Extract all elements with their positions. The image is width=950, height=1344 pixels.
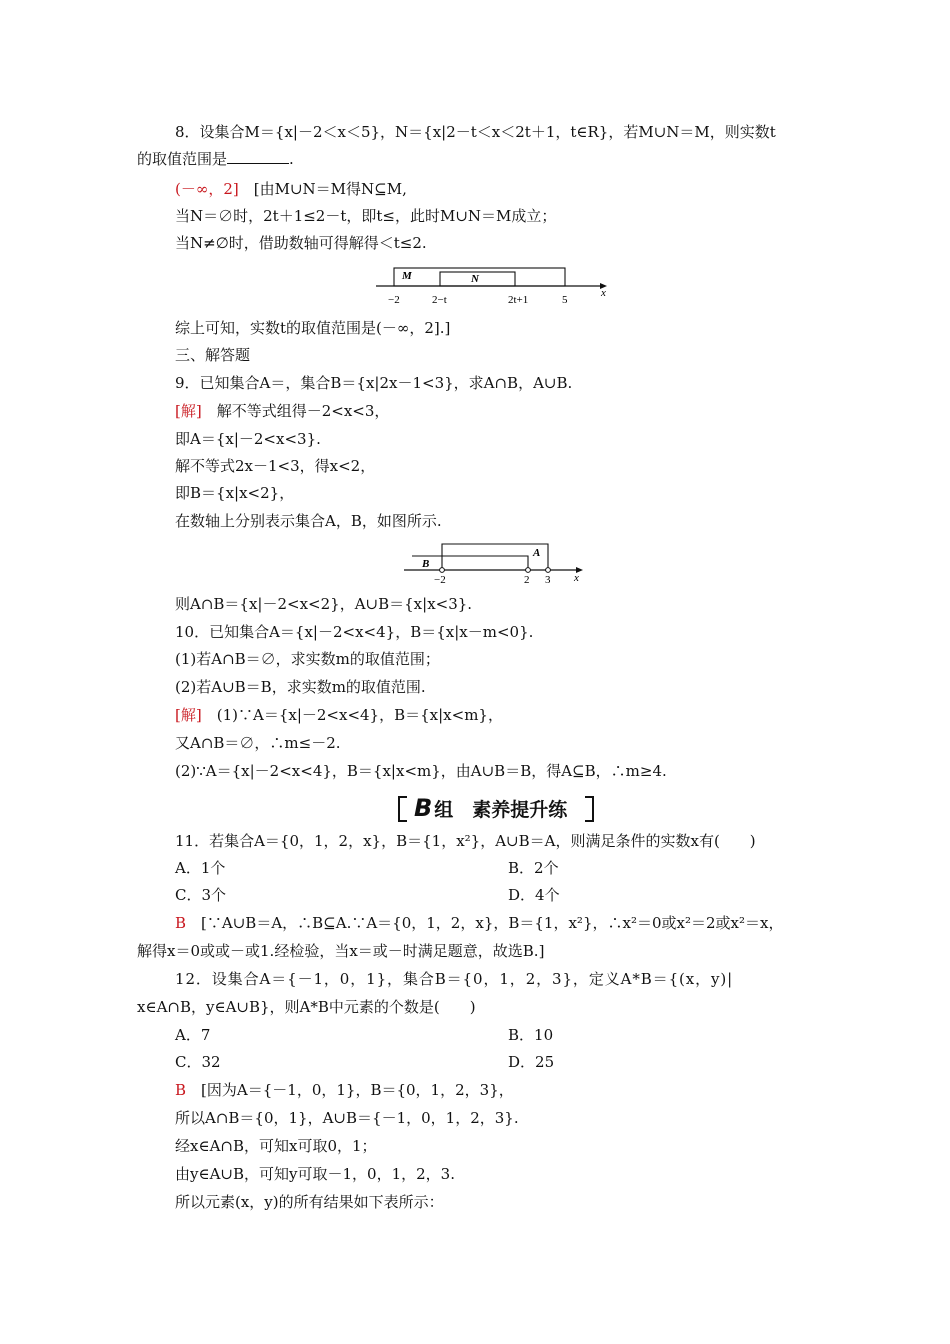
q10-s2: 又A∩B＝∅，∴m≤－2. bbox=[175, 734, 341, 752]
q12-option-a: A．7 bbox=[175, 1026, 211, 1044]
q9-axis-var: x bbox=[574, 572, 579, 584]
q9-tick-label: 3 bbox=[545, 574, 551, 586]
q9-open-point bbox=[440, 568, 445, 573]
q8-answer-line bbox=[175, 178, 407, 200]
q9-tick-label: −2 bbox=[434, 574, 446, 586]
q11-option-b: B．2个 bbox=[508, 859, 559, 877]
q9-line1: 9．已知集合A＝，集合B＝{x|2x－1<3}，求A∩B，A∪B. bbox=[175, 374, 573, 392]
q11-answer: B bbox=[175, 914, 187, 932]
q9-s2: 即A＝{x|－2<x<3}. bbox=[175, 430, 321, 448]
q8-axis-var: x bbox=[601, 287, 606, 299]
q12-exp3: 经x∈A∩B，可知x可取0，1； bbox=[175, 1137, 377, 1155]
q8-answer-blank bbox=[227, 149, 289, 164]
q12-exp4: 由y∈A∪B，可知y可取－1，0，1，2，3. bbox=[175, 1165, 455, 1183]
q11-exp1-line bbox=[175, 912, 783, 934]
q11-option-a: A．1个 bbox=[175, 859, 226, 877]
q9-number-line bbox=[400, 540, 590, 586]
q9-set-b-bracket bbox=[412, 556, 528, 570]
header-bracket-right bbox=[585, 796, 594, 822]
q10-solution-tag: [解] bbox=[175, 706, 202, 724]
q9-tick-label: 2 bbox=[524, 574, 530, 586]
q12-exp1: [因为A＝{－1，0，1}，B＝{0，1，2，3}， bbox=[201, 1081, 514, 1099]
group-b-title-wrap bbox=[414, 792, 567, 826]
q8-line2 bbox=[137, 148, 294, 170]
q9-s3: 解不等式2x－1<3，得x<2， bbox=[175, 457, 376, 475]
q9-solution-tag: [解] bbox=[175, 402, 202, 420]
q8-tick-label: 2−t bbox=[432, 294, 447, 306]
q9-s1: 解不等式组得－2<x<3， bbox=[216, 402, 390, 420]
q9-s4: 即B＝{x|x<2}， bbox=[175, 484, 295, 502]
q10-p1: (1)若A∩B＝∅，求实数m的取值范围； bbox=[175, 650, 440, 668]
group-b-title: 组 素养提升练 bbox=[434, 799, 568, 821]
group-b-header bbox=[398, 792, 594, 824]
q12-option-d: D．25 bbox=[508, 1053, 555, 1071]
q8-tick-label: 5 bbox=[562, 294, 568, 306]
q11-option-d: D．4个 bbox=[508, 886, 560, 904]
q9-open-point bbox=[526, 568, 531, 573]
q12-exp5: 所以元素(x，y)的所有结果如下表所示： bbox=[175, 1193, 444, 1211]
q8-tick-label: −2 bbox=[388, 294, 400, 306]
q10-s1: (1)∵A＝{x|－2<x<4}，B＝{x|x<m}， bbox=[216, 706, 503, 724]
q11-option-c: C．3个 bbox=[175, 886, 227, 904]
q8-line1: 8．设集合M＝{x|－2＜x＜5}，N＝{x|2－t＜x＜2t＋1，t∈R}，若M∪N＝M，则实数t bbox=[175, 123, 776, 141]
header-bracket-left bbox=[398, 796, 407, 822]
q8-tick-label: 2t+1 bbox=[508, 294, 529, 306]
q8-number-line bbox=[372, 262, 612, 310]
q8-line2-end: . bbox=[289, 150, 294, 168]
q12-option-b: B．10 bbox=[508, 1026, 554, 1044]
q9-open-point bbox=[546, 568, 551, 573]
q9-s6: 则A∩B＝{x|－2<x<2}，A∪B＝{x|x<3}. bbox=[175, 595, 473, 613]
q11-exp2: 解得x＝0或或－或1.经检验，当x＝或－时满足题意，故选B.] bbox=[137, 942, 545, 960]
q9-label-b: B bbox=[422, 558, 430, 570]
q10-s1-line bbox=[175, 704, 503, 726]
q12-option-c: C．32 bbox=[175, 1053, 221, 1071]
q10-s3: (2)∵A＝{x|－2<x<4}，B＝{x|x<m}，由A∪B＝B，得A⊆B，∴m≥4. bbox=[175, 762, 667, 780]
q11-exp1: [∵A∪B＝A，∴B⊆A.∵A＝{0，1，2，x}，B＝{1，x²}，∴x²＝0或x²＝2或x²＝x， bbox=[201, 914, 784, 932]
q8-label-m: M bbox=[402, 270, 412, 282]
q8-line2-text: 的取值范围是 bbox=[137, 150, 228, 168]
q9-s5: 在数轴上分别表示集合A，B，如图所示. bbox=[175, 512, 442, 530]
q12-exp2: 所以A∩B＝{0，1}，A∪B＝{－1，0，1，2，3}. bbox=[175, 1109, 519, 1127]
q9-label-a: A bbox=[533, 547, 541, 559]
q12-line2: x∈A∩B，y∈A∪B}，则A*B中元素的个数是( ) bbox=[137, 998, 476, 1016]
q8-answer: (－∞，2] bbox=[175, 180, 239, 198]
q8-exp3: 当N≠∅时，借助数轴可得解得＜t≤2. bbox=[175, 234, 427, 252]
q8-exp1: [由M∪N＝M得N⊆M, bbox=[253, 180, 407, 198]
q8-conclusion: 综上可知，实数t的取值范围是(－∞，2].] bbox=[175, 319, 451, 337]
q9-s1-line bbox=[175, 400, 389, 422]
q11-line1: 11．若集合A＝{0，1，2，x}，B＝{1，x²}，A∪B＝A，则满足条件的实数x有( ) bbox=[175, 832, 756, 850]
q12-line1: 12．设集合A＝{－1，0，1}，集合B＝{0，1，2，3}，定义A*B＝{(x，y)| bbox=[175, 970, 734, 988]
section-heading: 三、解答题 bbox=[175, 346, 251, 364]
q8-label-n: N bbox=[471, 273, 479, 285]
q10-p2: (2)若A∪B＝B，求实数m的取值范围. bbox=[175, 678, 426, 696]
q10-line1: 10．已知集合A＝{x|－2<x<4}，B＝{x|x－m<0}. bbox=[175, 623, 534, 641]
q12-answer: B bbox=[175, 1081, 187, 1099]
q12-exp1-line bbox=[175, 1079, 514, 1101]
group-b-letter: B bbox=[414, 794, 433, 822]
q8-set-m-box bbox=[394, 268, 565, 286]
q8-exp2: 当N＝∅时，2t＋1≤2－t，即t≤，此时M∪N＝M成立； bbox=[175, 207, 557, 225]
